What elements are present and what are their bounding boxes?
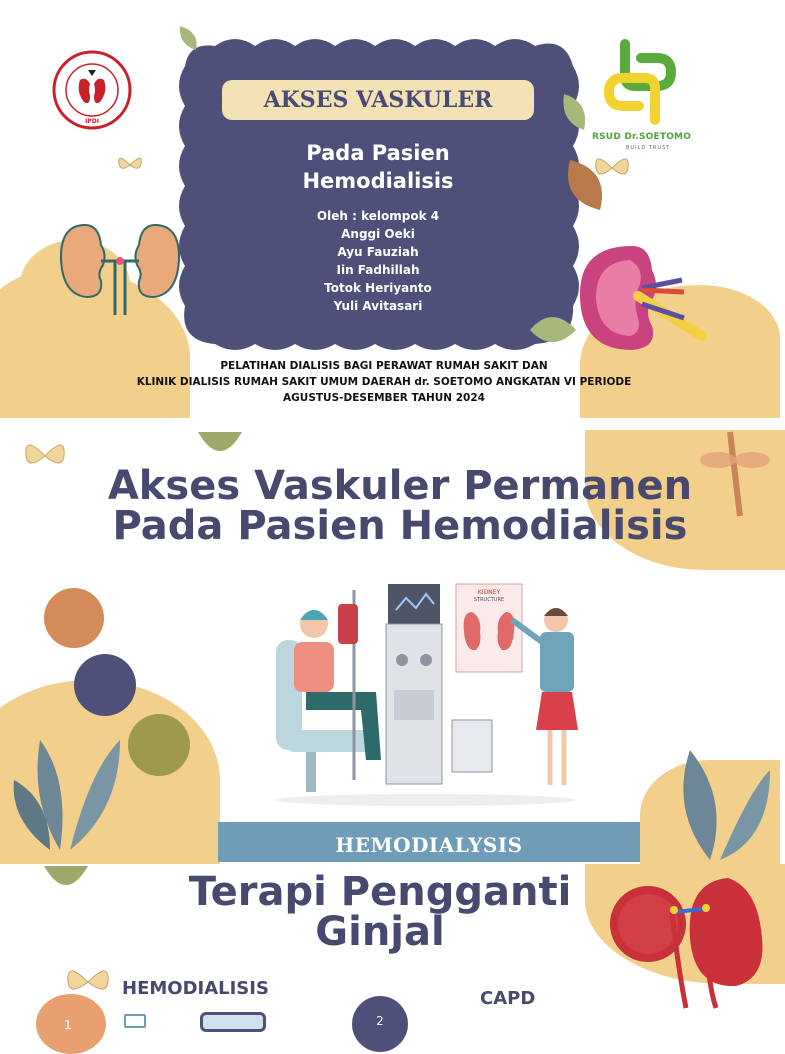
by-label: Oleh : kelompok 4 bbox=[316, 209, 440, 223]
step-badge-2 bbox=[352, 996, 408, 1052]
leaf-icon bbox=[178, 24, 200, 52]
plant-leaves-left bbox=[10, 680, 130, 860]
ipdi-abbr: IPDI bbox=[85, 118, 99, 125]
title-line: Pada Pasien Hemodialisis bbox=[112, 503, 688, 549]
butterfly-icon bbox=[115, 150, 145, 180]
hemodialysis-illustration bbox=[266, 580, 606, 805]
cover-footer bbox=[0, 358, 768, 406]
monitor-icon bbox=[200, 1012, 266, 1032]
member-name: Anggi Oeki bbox=[341, 227, 415, 241]
footer-line: AGUSTUS-DESEMBER TAHUN 2024 bbox=[283, 392, 485, 404]
cover-title: AKSES VASKULER bbox=[222, 80, 534, 120]
plant-leaves-right bbox=[660, 730, 770, 862]
label-capd: CAPD bbox=[480, 988, 536, 1009]
hemodialysis-banner: HEMODIALYSIS bbox=[218, 822, 640, 862]
dragonfly-icon bbox=[700, 432, 768, 516]
label-hemodialisis: HEMODIALISIS bbox=[122, 978, 269, 999]
slide-renal-replacement bbox=[0, 864, 768, 1032]
leaf-icon bbox=[528, 310, 578, 350]
slide3-title bbox=[130, 869, 630, 955]
cover-subtitle-line1: Pada Pasien bbox=[306, 141, 450, 165]
footer-line: KLINIK DIALISIS RUMAH SAKIT UMUM DAERAH dr. SOETOMO ANGKATAN VI PERIODE bbox=[136, 376, 632, 388]
kidneys-illustration bbox=[55, 215, 185, 315]
member-name: Yuli Avitasari bbox=[333, 299, 423, 313]
decor-circle bbox=[128, 714, 190, 776]
title-line: Ginjal bbox=[315, 909, 445, 955]
cover-subtitle-line2: Hemodialisis bbox=[302, 169, 454, 193]
rsud-logo bbox=[595, 36, 687, 128]
leaf-icon bbox=[42, 864, 90, 902]
slide2-title bbox=[60, 463, 740, 549]
poster-label-2: STRUCTURE bbox=[473, 597, 505, 603]
group-members bbox=[222, 207, 534, 315]
kidney-section-illustration bbox=[572, 240, 712, 358]
leaf-icon bbox=[196, 430, 244, 470]
rsud-name: RSUD Dr.SOETOMO bbox=[592, 132, 692, 142]
decor-circle bbox=[44, 588, 104, 648]
step-number: 1 bbox=[64, 1018, 72, 1032]
rsud-tagline: BUILD TRUST bbox=[626, 145, 671, 151]
poster-label-1: KIDNEY bbox=[477, 589, 501, 596]
leaf-icon bbox=[560, 150, 610, 220]
device-icon bbox=[124, 1014, 146, 1028]
slide-vascular-access bbox=[0, 430, 768, 862]
title-line: Akses Vaskuler Permanen bbox=[107, 463, 693, 509]
member-name: Totok Heriyanto bbox=[324, 281, 432, 295]
kidney-anatomy-illustration bbox=[606, 868, 768, 1018]
step-number: 2 bbox=[376, 1014, 384, 1028]
member-name: Ayu Fauziah bbox=[337, 245, 419, 259]
member-name: Iin Fadhillah bbox=[336, 263, 420, 277]
leaf-icon bbox=[560, 92, 590, 132]
butterfly-icon bbox=[62, 960, 114, 1004]
footer-line: PELATIHAN DIALISIS BAGI PERAWAT RUMAH SAKIT DAN bbox=[220, 360, 548, 372]
slide-cover bbox=[0, 0, 768, 418]
step-badge-1 bbox=[38, 1008, 98, 1048]
butterfly-icon bbox=[20, 434, 70, 478]
title-line: Terapi Pengganti bbox=[188, 869, 572, 915]
